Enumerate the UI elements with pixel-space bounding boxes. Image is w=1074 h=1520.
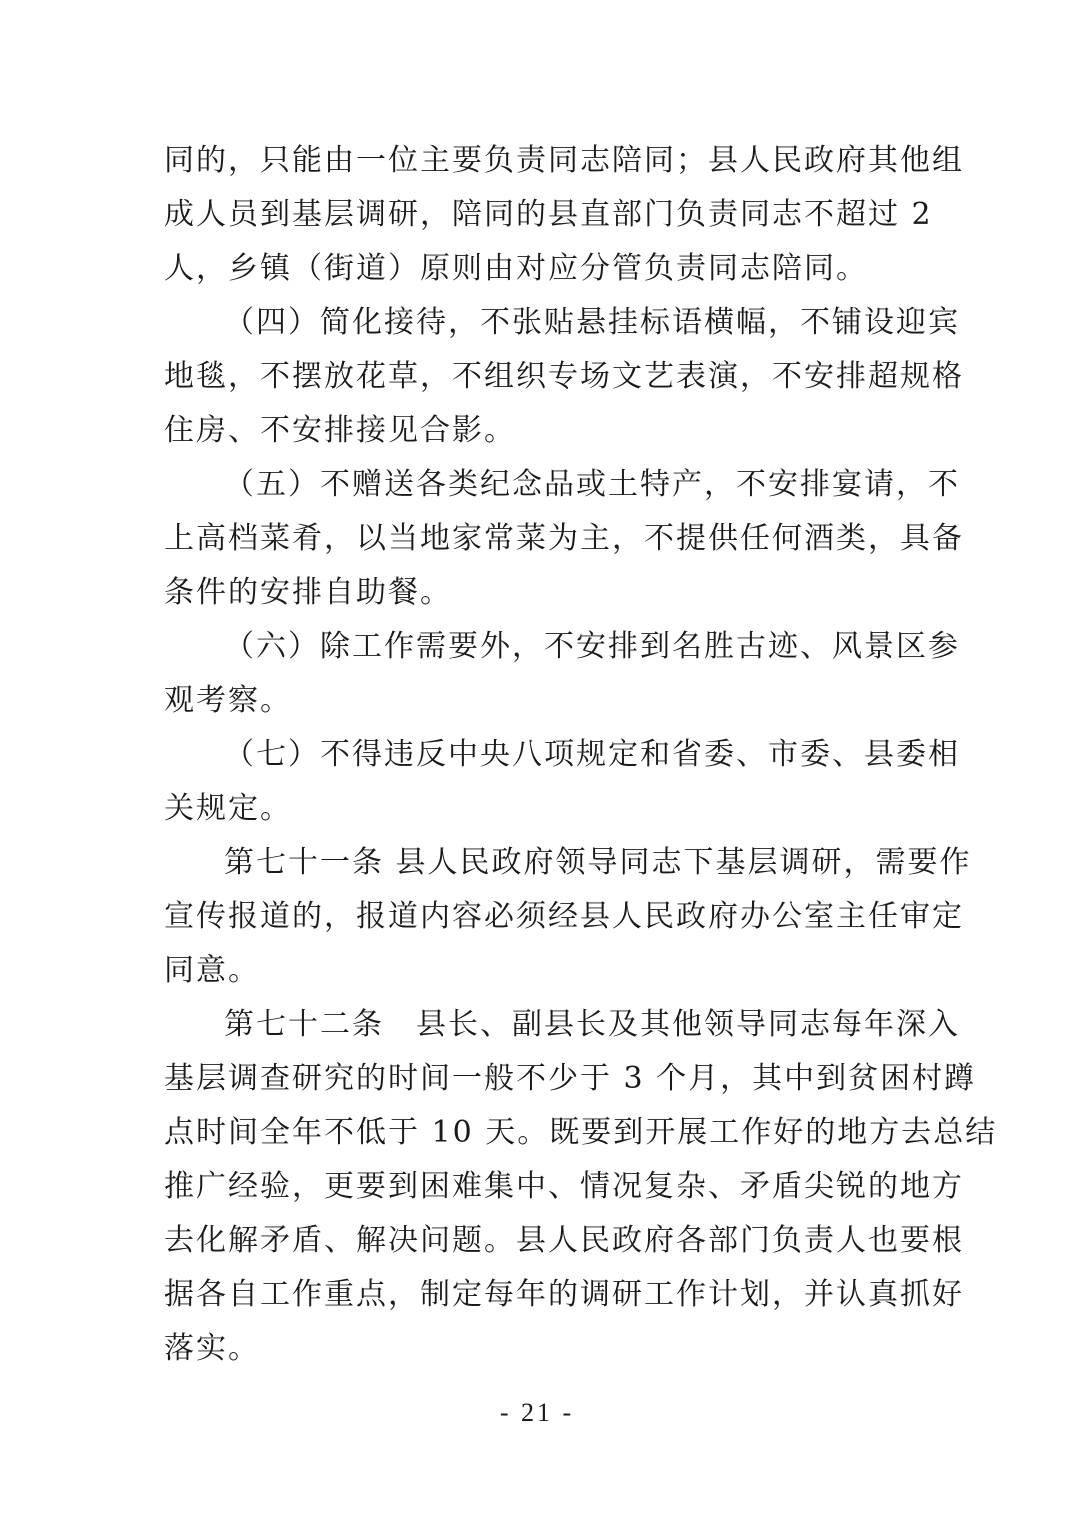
text-line: 第七十二条 县长、副县长及其他领导同志每年深入 (224, 1007, 960, 1042)
text-line: 人，乡镇（街道）原则由对应分管负责同志陪同。 (164, 251, 868, 286)
text-line: 成人员到基层调研，陪同的县直部门负责同志不超过 2 (164, 197, 933, 232)
page-number: - 21 - (499, 1398, 575, 1427)
text-line: 观考察。 (164, 683, 292, 718)
text-line: 同意。 (164, 953, 260, 988)
body-text (164, 134, 998, 1376)
text-line: （五）不赠送各类纪念品或土特产，不安排宴请，不 (224, 467, 960, 502)
text-line: （四）简化接待，不张贴悬挂标语横幅，不铺设迎宾 (224, 305, 960, 340)
text-line: 住房、不安排接见合影。 (164, 413, 516, 448)
text-line: 第七十一条 县人民政府领导同志下基层调研，需要作 (224, 845, 972, 880)
text-line: 同的，只能由一位主要负责同志陪同；县人民政府其他组 (164, 143, 964, 178)
text-line: 据各自工作重点，制定每年的调研工作计划，并认真抓好 (164, 1277, 964, 1312)
text-line: 关规定。 (164, 791, 292, 826)
text-line: 推广经验，更要到困难集中、情况复杂、矛盾尖锐的地方 (164, 1169, 964, 1204)
text-line: 条件的安排自助餐。 (164, 575, 452, 610)
text-line: 宣传报道的，报道内容必须经县人民政府办公室主任审定 (164, 899, 964, 934)
text-line: 地毯，不摆放花草，不组织专场文艺表演，不安排超规格 (164, 359, 964, 394)
text-line: 去化解矛盾、解决问题。县人民政府各部门负责人也要根 (164, 1223, 964, 1258)
text-line: （七）不得违反中央八项规定和省委、市委、县委相 (224, 737, 960, 772)
text-line: 上高档菜肴，以当地家常菜为主，不提供任何酒类，具备 (164, 521, 964, 556)
text-line: 点时间全年不低于 10 天。既要到开展工作好的地方去总结 (164, 1115, 998, 1150)
text-line: 基层调查研究的时间一般不少于 3 个月，其中到贫困村蹲 (164, 1061, 977, 1096)
text-line: （六）除工作需要外，不安排到名胜古迹、风景区参 (224, 629, 960, 664)
text-line: 落实。 (164, 1331, 260, 1366)
